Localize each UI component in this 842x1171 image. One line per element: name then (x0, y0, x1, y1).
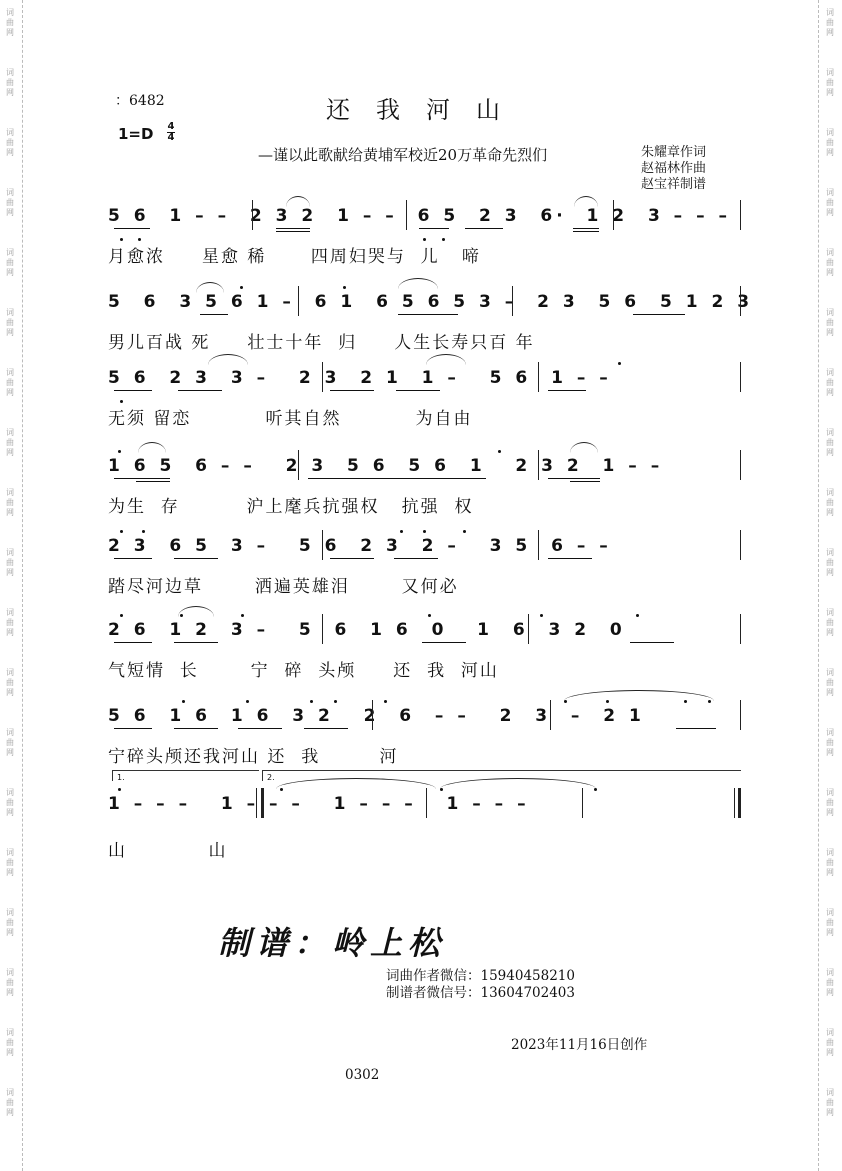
watermark-char: 词 (6, 788, 14, 797)
watermark-char: 网 (826, 208, 834, 217)
slur (426, 354, 466, 365)
underline (304, 728, 348, 729)
watermark-char: 词 (6, 428, 14, 437)
bar-line (252, 200, 253, 230)
song-title: 还我河山 (326, 96, 526, 124)
volta-2: 2. (262, 770, 741, 781)
watermark-char: 曲 (826, 378, 834, 387)
watermark-char: 曲 (6, 738, 14, 747)
slur (208, 354, 248, 365)
score-serial: ：6482 (115, 93, 165, 109)
watermark-char: 网 (826, 808, 834, 817)
watermark-char: 词 (826, 968, 834, 977)
watermark-char: 网 (6, 688, 14, 697)
watermark-char: 词 (826, 848, 834, 857)
watermark-char: 曲 (6, 498, 14, 507)
watermark-char: 曲 (6, 378, 14, 387)
lyrics-line: 男儿百战 死 壮士十年 归 人生长寿只百 年 (108, 333, 535, 353)
watermark-char: 曲 (826, 618, 834, 627)
repeat-bar (256, 788, 257, 818)
slur (564, 690, 714, 701)
lyrics-line: 气短情 长 宁 碎 头颅 还 我 河山 (108, 661, 499, 681)
watermark-char: 曲 (6, 918, 14, 927)
bar-line (512, 286, 513, 316)
watermark-char: 曲 (826, 78, 834, 87)
bar-line (322, 362, 323, 392)
watermark-char: 词 (826, 728, 834, 737)
high-dot (428, 614, 431, 617)
watermark-char: 词 (826, 908, 834, 917)
underline (308, 478, 486, 479)
underline (548, 478, 600, 479)
notation-line: 2 3 6 5 3 – 5 6 2 3 2 – 3 5 6 – – (108, 536, 612, 556)
watermark-group (2, 600, 18, 660)
underline (396, 390, 440, 391)
watermark-char: 网 (6, 988, 14, 997)
watermark-char: 网 (826, 928, 834, 937)
underline (330, 390, 374, 391)
watermark-char: 曲 (6, 438, 14, 447)
watermark-char: 网 (6, 328, 14, 337)
watermark-group (822, 300, 838, 360)
underline (174, 558, 218, 559)
notation-line: 1 6 5 6 – – 2 3 5 6 5 6 1 2 3 2 1 – – (108, 456, 664, 476)
high-dot (334, 700, 337, 703)
watermark-char: 词 (6, 368, 14, 377)
watermark-char: 曲 (826, 1098, 834, 1107)
watermark-char: 词 (6, 908, 14, 917)
bar-line (538, 530, 539, 560)
high-dot (180, 614, 183, 617)
watermark-char: 网 (826, 628, 834, 637)
watermark-char: 网 (6, 88, 14, 97)
watermark-char: 词 (826, 308, 834, 317)
underline (548, 558, 592, 559)
final-bar-thick (738, 788, 741, 818)
high-dot (636, 614, 639, 617)
watermark-group (822, 900, 838, 960)
composer: 赵福林作曲 (641, 161, 707, 176)
notation-line: 5 6 3 5 6 1 – 6 1 6 5 6 5 3 – 2 3 5 6 5 1 2 3 (108, 292, 754, 312)
watermark-group (822, 660, 838, 720)
watermark-char: 词 (826, 188, 834, 197)
bar-line (298, 286, 299, 316)
watermark-char: 网 (826, 388, 834, 397)
bar-line (740, 700, 741, 730)
bar-line (740, 200, 741, 230)
contact-info (386, 968, 575, 1002)
time-signature: 4 4 (167, 121, 175, 143)
watermark-char: 词 (826, 248, 834, 257)
watermark-char: 曲 (826, 1038, 834, 1047)
watermark-char: 网 (826, 28, 834, 37)
watermark-char: 网 (6, 748, 14, 757)
bar-line (372, 700, 373, 730)
watermark-char: 词 (6, 608, 14, 617)
watermark-char: 词 (6, 308, 14, 317)
volta-1: 1. (112, 770, 259, 781)
watermark-group (2, 300, 18, 360)
watermark-char: 曲 (826, 18, 834, 27)
low-dot (442, 238, 445, 241)
notation-line: 2 6 1 2 3 – 5 6 1 6 0 1 6 3 2 0 (108, 620, 626, 640)
bar-line (740, 614, 741, 644)
watermark-char: 曲 (826, 738, 834, 747)
slur (138, 442, 166, 453)
watermark-char: 词 (826, 1088, 834, 1097)
lyrics-line: 为生 存 沪上麾兵抗强权 抗强 权 (108, 497, 474, 517)
watermark-group (822, 60, 838, 120)
watermark-group (822, 840, 838, 900)
underline (114, 228, 150, 229)
high-dot (182, 700, 185, 703)
high-dot (280, 788, 283, 791)
high-dot (498, 450, 501, 453)
watermark-char: 词 (826, 668, 834, 677)
watermark-char: 曲 (6, 198, 14, 207)
high-dot (384, 700, 387, 703)
underline (330, 558, 374, 559)
watermark-group (2, 720, 18, 780)
underline (114, 478, 170, 479)
watermark-char: 词 (826, 368, 834, 377)
watermark-char: 曲 (6, 558, 14, 567)
watermark-char: 网 (6, 268, 14, 277)
high-dot (423, 530, 426, 533)
high-dot (120, 530, 123, 533)
watermark-group (2, 240, 18, 300)
underline (114, 728, 152, 729)
bar-line (538, 362, 539, 392)
high-dot (400, 530, 403, 533)
watermark-char: 网 (826, 448, 834, 457)
watermark-char: 曲 (6, 138, 14, 147)
underline (398, 314, 458, 315)
underline (136, 481, 170, 482)
watermark-group (822, 240, 838, 300)
bar-line (740, 362, 741, 392)
watermark-group (822, 600, 838, 660)
watermark-char: 网 (826, 88, 834, 97)
lyrics-line: 山 山 (108, 841, 228, 861)
song-subtitle: —谨以此歌献给黄埔军校近20万革命先烈们 (258, 146, 548, 164)
watermark-char: 网 (826, 748, 834, 757)
high-dot (240, 286, 243, 289)
watermark-group (822, 0, 838, 60)
watermark-char: 网 (6, 448, 14, 457)
watermark-group (822, 180, 838, 240)
watermark-char: 曲 (6, 618, 14, 627)
watermark-char: 网 (6, 628, 14, 637)
lyrics-line: 踏尽河边草 洒遍英雄泪 又何必 (108, 577, 459, 597)
right-margin-line (818, 0, 819, 1171)
slur (570, 442, 598, 453)
watermark-group (822, 720, 838, 780)
bar-line (322, 614, 323, 644)
watermark-char: 词 (6, 968, 14, 977)
underline (422, 642, 466, 643)
watermark-group (822, 780, 838, 840)
watermark-right (822, 0, 838, 1171)
watermark-char: 曲 (6, 318, 14, 327)
watermark-group (2, 780, 18, 840)
high-dot (708, 700, 711, 703)
underline (465, 228, 503, 229)
bar-line (426, 788, 427, 818)
watermark-char: 曲 (826, 798, 834, 807)
watermark-char: 曲 (826, 978, 834, 987)
bar-line (613, 200, 614, 230)
high-dot (142, 530, 145, 533)
slur (178, 606, 214, 617)
watermark-char: 网 (6, 508, 14, 517)
watermark-group (822, 1080, 838, 1140)
notation-line: 5 6 1 6 1 6 3 2 2 6 – – 2 3 – 2 1 (108, 706, 645, 726)
watermark-char: 网 (6, 1048, 14, 1057)
watermark-char: 词 (6, 1088, 14, 1097)
watermark-group (822, 1020, 838, 1080)
watermark-char: 曲 (826, 498, 834, 507)
watermark-group (2, 840, 18, 900)
underline (174, 642, 218, 643)
watermark-char: 曲 (6, 1038, 14, 1047)
left-margin-line (22, 0, 23, 1171)
watermark-char: 网 (6, 148, 14, 157)
watermark-char: 词 (826, 1028, 834, 1037)
watermark-char: 词 (6, 128, 14, 137)
watermark-char: 网 (826, 508, 834, 517)
watermark-char: 网 (826, 868, 834, 877)
high-dot (540, 614, 543, 617)
watermark-char: 词 (6, 1028, 14, 1037)
watermark-char: 词 (6, 848, 14, 857)
lyrics-line: 月愈浓 星愈 稀 四周妇哭与 儿 啼 (108, 247, 481, 267)
lyrics-line: 无须 留恋 听其自然 为自由 (108, 409, 473, 429)
triplet-slur (398, 278, 438, 289)
underline (548, 390, 586, 391)
watermark-group (2, 960, 18, 1020)
watermark-char: 曲 (6, 78, 14, 87)
watermark-group (2, 1020, 18, 1080)
watermark-char: 网 (6, 568, 14, 577)
bar-line (740, 450, 741, 480)
watermark-group (2, 900, 18, 960)
watermark-char: 网 (826, 148, 834, 157)
watermark-char: 曲 (6, 1098, 14, 1107)
watermark-char: 词 (826, 428, 834, 437)
watermark-char: 网 (826, 268, 834, 277)
watermark-char: 词 (826, 488, 834, 497)
high-dot (343, 286, 346, 289)
watermark-char: 词 (826, 68, 834, 77)
underline (633, 314, 685, 315)
watermark-group (822, 420, 838, 480)
watermark-char: 网 (826, 328, 834, 337)
bar-line (582, 788, 583, 818)
high-dot (118, 450, 121, 453)
high-dot (120, 614, 123, 617)
final-bar-thin (734, 788, 735, 818)
watermark-char: 曲 (826, 918, 834, 927)
watermark-char: 词 (6, 728, 14, 737)
watermark-char: 网 (6, 388, 14, 397)
underline (178, 390, 222, 391)
watermark-char: 网 (826, 988, 834, 997)
watermark-char: 词 (6, 668, 14, 677)
repeat-bar (261, 788, 264, 818)
high-dot (310, 700, 313, 703)
arranger: 赵宝祥制谱 (641, 177, 707, 192)
low-dot (138, 238, 141, 241)
watermark-group (2, 540, 18, 600)
underline (394, 558, 438, 559)
watermark-group (822, 960, 838, 1020)
watermark-char: 曲 (826, 258, 834, 267)
underline (174, 728, 218, 729)
underline (200, 314, 228, 315)
watermark-char: 曲 (6, 18, 14, 27)
page-number: 0302 (345, 1067, 380, 1083)
notation-line: 5 6 1 – – 2 3 2 1 – – 6 5 2 3 6· 1 2 3 – – – (108, 206, 732, 226)
bar-line (740, 286, 741, 316)
bar-line (740, 530, 741, 560)
lyricist: 朱耀章作词 (641, 145, 707, 160)
watermark-left (2, 0, 18, 1171)
watermark-char: 曲 (826, 318, 834, 327)
watermark-char: 词 (826, 788, 834, 797)
underline (573, 228, 599, 229)
watermark-char: 词 (6, 248, 14, 257)
watermark-char: 词 (826, 128, 834, 137)
notation-line: 1 – – – 1 – – – 1 – – – 1 – – – (108, 794, 530, 814)
bar-line (322, 530, 323, 560)
watermark-group (2, 480, 18, 540)
watermark-char: 词 (6, 488, 14, 497)
watermark-group (2, 180, 18, 240)
high-dot (564, 700, 567, 703)
watermark-char: 网 (6, 208, 14, 217)
watermark-group (822, 120, 838, 180)
underline (419, 228, 449, 229)
watermark-char: 曲 (6, 858, 14, 867)
watermark-char: 词 (6, 68, 14, 77)
high-dot (241, 614, 244, 617)
watermark-char: 网 (826, 568, 834, 577)
underline (630, 642, 674, 643)
watermark-char: 曲 (826, 858, 834, 867)
watermark-char: 网 (826, 1048, 834, 1057)
high-dot (684, 700, 687, 703)
watermark-group (2, 120, 18, 180)
high-dot (246, 700, 249, 703)
notation-line: 5 6 2 3 3 – 2 3 2 1 1 – 5 6 1 – – (108, 368, 612, 388)
high-dot (594, 788, 597, 791)
low-dot (120, 238, 123, 241)
watermark-char: 曲 (6, 258, 14, 267)
high-dot (440, 788, 443, 791)
watermark-char: 曲 (826, 138, 834, 147)
watermark-char: 曲 (826, 678, 834, 687)
high-dot (618, 362, 621, 365)
underline (573, 231, 599, 232)
watermark-char: 曲 (6, 798, 14, 807)
watermark-group (2, 360, 18, 420)
watermark-char: 曲 (826, 558, 834, 567)
high-dot (118, 788, 121, 791)
credits (641, 145, 706, 193)
watermark-char: 词 (6, 188, 14, 197)
watermark-group (2, 1080, 18, 1140)
watermark-group (2, 60, 18, 120)
watermark-group (822, 540, 838, 600)
underline (276, 231, 310, 232)
high-dot (463, 530, 466, 533)
watermark-char: 词 (6, 8, 14, 17)
watermark-char: 词 (826, 8, 834, 17)
watermark-char: 网 (826, 688, 834, 697)
high-dot (606, 700, 609, 703)
underline (114, 642, 152, 643)
watermark-char: 曲 (6, 678, 14, 687)
creation-date: 2023年11月16日创作 (511, 1037, 648, 1053)
bar-line (550, 700, 551, 730)
watermark-char: 网 (6, 1108, 14, 1117)
watermark-group (2, 0, 18, 60)
underline (114, 558, 152, 559)
watermark-char: 词 (826, 548, 834, 557)
lyricist-contact: 词曲作者微信：15940458210 (386, 968, 575, 984)
watermark-char: 曲 (6, 978, 14, 987)
watermark-group (822, 480, 838, 540)
watermark-char: 曲 (826, 438, 834, 447)
watermark-char: 网 (6, 928, 14, 937)
watermark-group (2, 660, 18, 720)
bar-line (298, 450, 299, 480)
bar-line (528, 614, 529, 644)
underline (238, 728, 282, 729)
low-dot (120, 400, 123, 403)
bar-line (406, 200, 407, 230)
underline (114, 390, 152, 391)
lyrics-line: 宁碎头颅还我河山 还 我 河 (108, 747, 399, 767)
watermark-char: 网 (6, 28, 14, 37)
underline (676, 728, 716, 729)
underline (570, 481, 600, 482)
bar-line (538, 450, 539, 480)
low-dot (423, 238, 426, 241)
watermark-char: 网 (826, 1108, 834, 1117)
signature: 制谱：岭上松 (218, 924, 447, 962)
watermark-group (2, 420, 18, 480)
watermark-char: 网 (6, 868, 14, 877)
watermark-char: 词 (826, 608, 834, 617)
key-signature: 1=D (118, 125, 154, 143)
arranger-contact: 制谱者微信号：13604702403 (386, 985, 575, 1001)
watermark-char: 网 (6, 808, 14, 817)
watermark-char: 词 (6, 548, 14, 557)
underline (276, 228, 310, 229)
watermark-group (822, 360, 838, 420)
watermark-char: 曲 (826, 198, 834, 207)
